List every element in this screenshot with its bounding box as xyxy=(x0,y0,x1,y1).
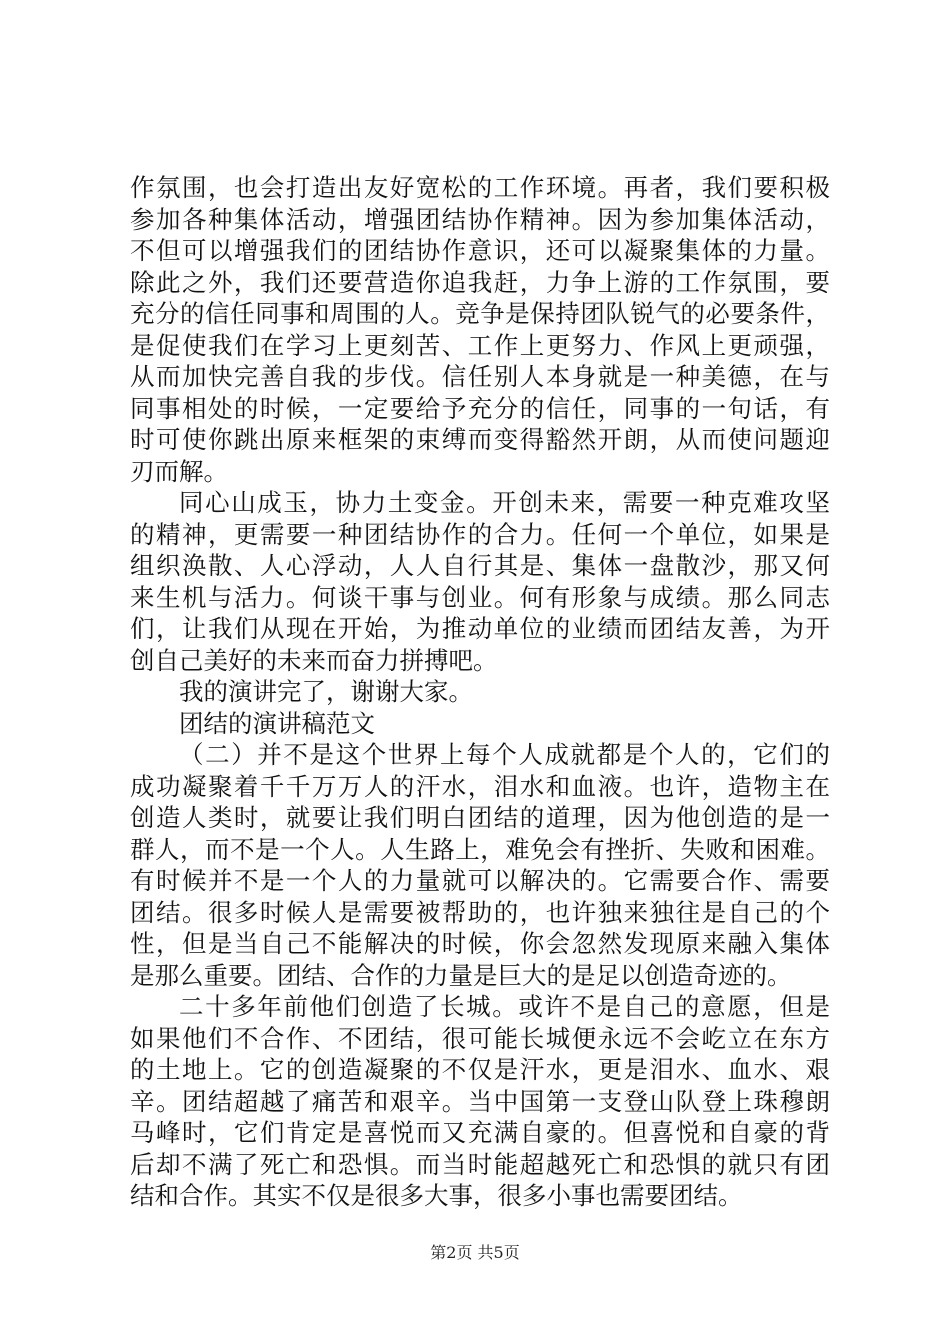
paragraph-1 xyxy=(130,172,830,487)
text-line: 性，但是当自己不能解决的时候，你会忽然发现原来融入集体 xyxy=(130,929,830,958)
text-line: 创造人类时，就要让我们明白团结的道理，因为他创造的是一 xyxy=(130,803,830,832)
text-line: 群人，而不是一个人。人生路上，难免会有挫折、失败和困难。 xyxy=(130,834,830,864)
text-line: （二）并不是这个世界上每个人成就都是个人的，它们的 xyxy=(179,740,830,769)
text-line: 如果他们不合作、不团结，很可能长城便永远不会屹立在东方 xyxy=(130,1023,830,1053)
paragraph-3 xyxy=(130,676,830,708)
text-line: 创自己美好的未来而奋力拼搏吧。 xyxy=(130,645,498,675)
text-line: 们，让我们从现在开始，为推动单位的业绩而团结友善，为开 xyxy=(130,614,830,643)
text-line: 有时候并不是一个人的力量就可以解决的。它需要合作、需要 xyxy=(130,866,830,895)
text-line: 参加各种集体活动，增强团结协作精神。因为参加集体活动， xyxy=(130,204,830,234)
text-line: 马峰时，它们肯定是喜悦而又充满自豪的。但喜悦和自豪的背 xyxy=(130,1118,830,1147)
text-line: 同事相处的时候，一定要给予充分的信任，同事的一句话，有 xyxy=(130,393,830,423)
text-line: 时可使你跳出原来框架的束缚而变得豁然开朗，从而使问题迎 xyxy=(130,425,830,454)
text-line: 的土地上。它的创造凝聚的不仅是汗水，更是泪水、血水、艰 xyxy=(130,1055,830,1084)
section-title xyxy=(130,708,830,740)
text-line: 结和合作。其实不仅是很多大事，很多小事也需要团结。 xyxy=(130,1181,743,1210)
text-line: 成功凝聚着千千万万人的汗水，泪水和血液。也许，造物主在 xyxy=(130,771,830,801)
text-line: 组织涣散、人心浮动，人人自行其是、集体一盘散沙，那又何 xyxy=(130,551,830,580)
text-line: 是促使我们在学习上更刻苦、工作上更努力、作风上更顽强， xyxy=(130,330,830,360)
text-line: 团结的演讲稿范文 xyxy=(179,708,375,738)
text-line: 刃而解。 xyxy=(130,456,228,486)
text-line: 充分的信任同事和周围的人。竞争是保持团队锐气的必要条件， xyxy=(130,299,830,328)
text-line: 的精神，更需要一种团结协作的合力。任何一个单位，如果是 xyxy=(130,519,830,549)
text-line: 二十多年前他们创造了长城。或许不是自己的意愿，但是 xyxy=(179,992,830,1021)
paragraph-4 xyxy=(130,739,830,991)
document-body xyxy=(130,172,830,1212)
text-line: 同心山成玉，协力土变金。开创未来，需要一种克难攻坚 xyxy=(179,488,830,517)
text-line: 除此之外，我们还要营造你追我赶，力争上游的工作氛围，要 xyxy=(130,267,830,297)
paragraph-2 xyxy=(130,487,830,676)
text-line: 团结。很多时候人是需要被帮助的，也许独来独往是自己的个 xyxy=(130,897,830,927)
text-line: 作氛围，也会打造出友好宽松的工作环境。再者，我们要积极 xyxy=(130,173,830,202)
paragraph-5 xyxy=(130,991,830,1212)
page-number-footer: 第2页 共5页 xyxy=(430,1243,520,1262)
text-line: 后却不满了死亡和恐惧。而当时能超越死亡和恐惧的就只有团 xyxy=(130,1149,830,1179)
text-line: 从而加快完善自我的步伐。信任别人本身就是一种美德，在与 xyxy=(130,362,830,391)
text-line: 我的演讲完了，谢谢大家。 xyxy=(179,677,473,706)
text-line: 是那么重要。团结、合作的力量是巨大的是足以创造奇迹的。 xyxy=(130,960,792,990)
text-line: 不但可以增强我们的团结协作意识，还可以凝聚集体的力量。 xyxy=(130,236,830,265)
text-line: 辛。团结超越了痛苦和艰辛。当中国第一支登山队登上珠穆朗 xyxy=(130,1086,830,1116)
text-line: 来生机与活力。何谈干事与创业。何有形象与成绩。那么同志 xyxy=(130,582,830,612)
